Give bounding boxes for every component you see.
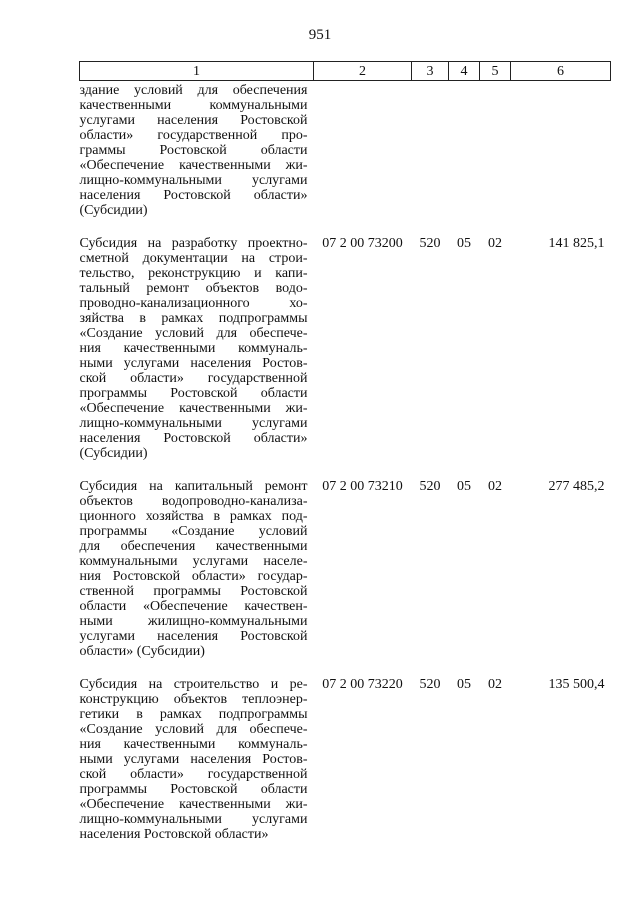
description-line: Субсидия на капитальный ремонт — [79, 479, 308, 494]
amount — [511, 81, 611, 237]
subsection-code: 02 — [488, 677, 502, 692]
description-line: ными услугами населения Ростов- — [79, 356, 308, 371]
section-code: 05 — [457, 236, 471, 251]
row-description — [80, 81, 314, 237]
column-header-3: 3 — [412, 62, 449, 81]
description-line: ственной программы Ростовской — [79, 584, 308, 599]
expense-type: 520 — [419, 236, 441, 251]
amount: 141 825,1 — [548, 236, 605, 251]
target-code: 07 2 00 73220 — [322, 677, 403, 692]
description-line: для обеспечения качественными — [79, 539, 308, 554]
description-line: области» государственной про- — [79, 128, 308, 143]
description-line: Субсидия на разработку проектно- — [79, 236, 308, 251]
table-row — [80, 677, 611, 860]
description-line: «Создание условий для обеспече- — [79, 326, 308, 341]
description-line: сметной документации на строи- — [79, 251, 308, 266]
description-line: (Субсидии) — [79, 446, 148, 461]
page-number: 951 — [308, 27, 332, 43]
row-description — [80, 236, 314, 479]
description-line: области» (Субсидии) — [79, 644, 205, 659]
description-line: населения Ростовской области» — [79, 431, 308, 446]
section-code: 05 — [457, 677, 471, 692]
description-line: объектов водопроводно-канализа- — [79, 494, 308, 509]
section-code: 05 — [457, 479, 471, 494]
description-line: ния качественными коммуналь- — [79, 341, 308, 356]
description-line: ными жилищно-коммунальными — [79, 614, 308, 629]
description-line: программы Ростовской области — [79, 782, 308, 797]
header-row — [80, 62, 611, 81]
target-code: 07 2 00 73200 — [322, 236, 403, 251]
description-line: области «Обеспечение качествен- — [79, 599, 308, 614]
description-line: лищно-коммунальными услугами — [79, 812, 308, 827]
description-line: программы «Создание условий — [79, 524, 308, 539]
table-row — [80, 236, 611, 479]
description-line: граммы Ростовской области — [79, 143, 308, 158]
column-header-5: 5 — [480, 62, 511, 81]
amount: 135 500,4 — [548, 677, 605, 692]
column-header-2: 2 — [314, 62, 412, 81]
description-line: «Обеспечение качественными жи- — [79, 797, 308, 812]
description-line: ционного хозяйства в рамках под- — [79, 509, 308, 524]
description-line: программы Ростовской области — [79, 386, 308, 401]
description-line: качественными коммунальными — [79, 98, 308, 113]
expense-type — [412, 81, 449, 237]
description-line: (Субсидии) — [79, 203, 148, 218]
description-line: лищно-коммунальными услугами — [79, 416, 308, 431]
description-line: тальный ремонт объектов водо- — [79, 281, 308, 296]
description-line: ния Ростовской области» государ- — [79, 569, 308, 584]
description-line: населения Ростовской области» — [79, 827, 269, 842]
table-row — [80, 81, 611, 237]
description-line: конструкцию объектов теплоэнер- — [79, 692, 308, 707]
description-line: услугами населения Ростовской — [79, 113, 308, 128]
section-code — [449, 81, 480, 237]
target-code: 07 2 00 73210 — [322, 479, 403, 494]
column-header-1: 1 — [80, 62, 314, 81]
description-line: ской области» государственной — [79, 767, 308, 782]
description-line: лищно-коммунальными услугами — [79, 173, 308, 188]
description-line: населения Ростовской области» — [79, 188, 308, 203]
description-line: гетики в рамках подпрограммы — [79, 707, 308, 722]
row-description — [80, 479, 314, 677]
table-body — [80, 81, 611, 861]
expense-type: 520 — [419, 479, 441, 494]
description-line: здание условий для обеспечения — [79, 83, 308, 98]
description-line: Субсидия на строительство и ре- — [79, 677, 308, 692]
budget-table — [79, 61, 611, 860]
description-line: услугами населения Ростовской — [79, 629, 308, 644]
row-description — [80, 677, 314, 860]
description-line: зяйства в рамках подпрограммы — [79, 311, 308, 326]
description-line: коммунальными услугами населе- — [79, 554, 308, 569]
description-line: ния качественными коммуналь- — [79, 737, 308, 752]
subsection-code — [480, 81, 511, 237]
description-line: проводно-канализационного хо- — [79, 296, 308, 311]
subsection-code: 02 — [488, 479, 502, 494]
description-line: «Обеспечение качественными жи- — [79, 158, 308, 173]
description-line: тельство, реконструкцию и капи- — [79, 266, 308, 281]
subsection-code: 02 — [488, 236, 502, 251]
description-line: ской области» государственной — [79, 371, 308, 386]
column-header-4: 4 — [449, 62, 480, 81]
description-line: «Создание условий для обеспече- — [79, 722, 308, 737]
description-line: «Обеспечение качественными жи- — [79, 401, 308, 416]
amount: 277 485,2 — [548, 479, 605, 494]
target-code — [314, 81, 412, 237]
column-header-6: 6 — [511, 62, 611, 81]
expense-type: 520 — [419, 677, 441, 692]
description-line: ными услугами населения Ростов- — [79, 752, 308, 767]
table-row — [80, 479, 611, 677]
